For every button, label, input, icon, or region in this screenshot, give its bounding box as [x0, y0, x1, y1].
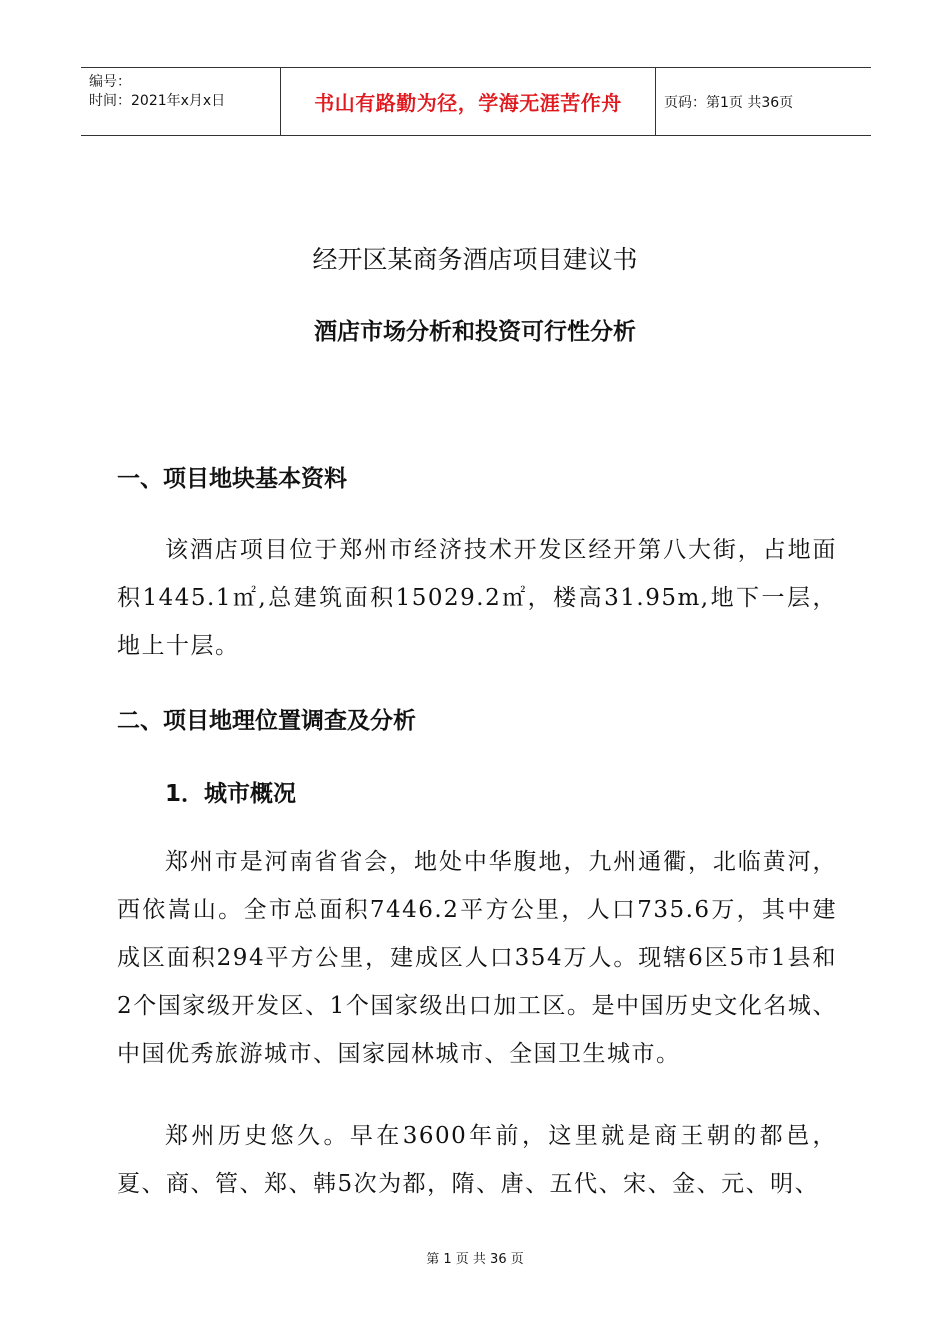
subsection-heading: 1．城市概况	[165, 781, 297, 807]
page-info: 页码：第1页 共36页	[664, 94, 794, 111]
number-label: 编号：	[89, 74, 131, 90]
document-header	[81, 67, 871, 136]
section1-paragraph: 该酒店项目位于郑州市经济技术开发区经开第八大街，占地面积1445.1㎡,总建筑面积15029.2㎡，楼高31.95m,地下一层，地上十层。	[117, 537, 837, 659]
section1-heading: 一、项目地块基本资料	[117, 466, 347, 492]
section2-heading: 二、项目地理位置调查及分析	[117, 708, 416, 734]
document-title: 经开区某商务酒店项目建议书	[312, 245, 638, 274]
city-overview-paragraph: 郑州市是河南省省会，地处中华腹地，九州通衢，北临黄河，西依嵩山。全市总面积7446.2平方公里，人口735.6万，其中建成区面积294平方公里，建成区人口354万人。现辖6区5市1县和2个国家级开发区、1个国家级出口加工区。是中国历史文化名城、中国优秀旅游城市、国家园林城市、全国卫生城市。	[117, 849, 837, 1067]
page-footer: 第 1 页 共 36 页	[426, 1252, 524, 1267]
document-subtitle: 酒店市场分析和投资可行性分析	[314, 319, 636, 345]
header-meta	[81, 68, 281, 135]
history-paragraph: 郑州历史悠久。早在3600年前，这里就是商王朝的都邑，夏、商、管、郑、韩5次为都，隋、唐、五代、宋、金、元、明、	[117, 1123, 837, 1197]
motto-text: 书山有路勤为径，学海无涯苦作舟	[314, 91, 622, 115]
header-page-cell	[656, 68, 871, 135]
time-label: 时间：2021年x月x日	[89, 93, 226, 109]
header-motto-cell	[281, 68, 656, 135]
